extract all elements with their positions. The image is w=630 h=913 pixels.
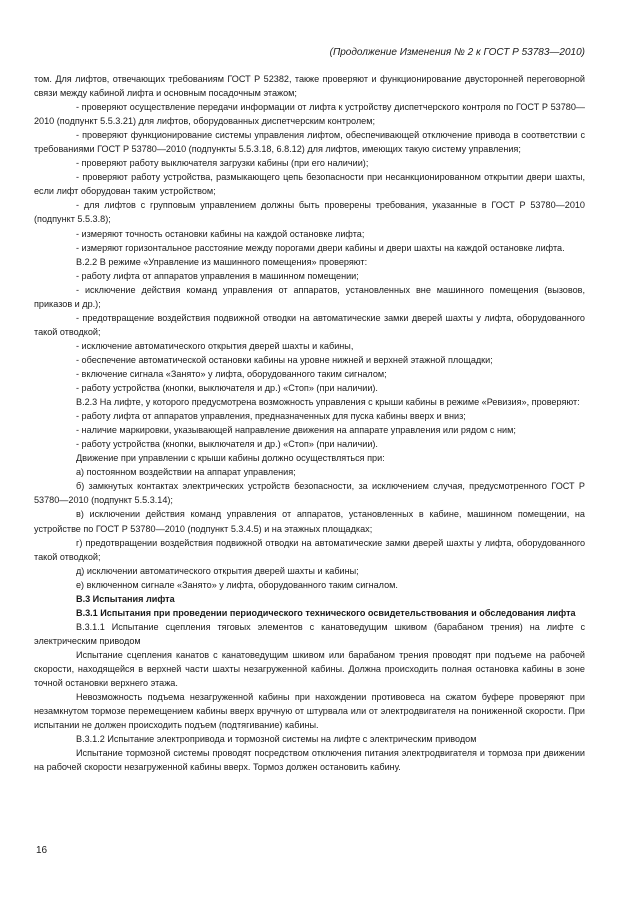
section-heading: В.3 Испытания лифта <box>76 593 175 604</box>
paragraph: б) замкнутых контактах электрических устройств безопасности, за исключением случая, предусмотренного ГОСТ Р 53780—2010 (подпункт 5.5.3.14); <box>34 481 585 506</box>
body-text <box>34 72 585 774</box>
paragraph: - проверяют функционирование системы управления лифтом, обеспечивающей отключение привода в соответствии с требованиями ГОСТ Р 53780—2010 (подпункты 5.5.3.18, 6.8.12) для лифтов, имеющих такую систему управления; <box>34 130 585 155</box>
paragraph: - наличие маркировки, указывающей направление движения на аппарате управления или рядом с ним; <box>76 425 516 436</box>
paragraph: В.2.2 В режиме «Управление из машинного помещения» проверяют: <box>76 256 368 267</box>
paragraph: - исключение действия команд управления от аппаратов, установленных вне машинного помещения (вызовов, приказов и др.); <box>34 284 585 309</box>
page-number: 16 <box>36 845 48 856</box>
paragraph: в) исключении действия команд управления от аппаратов, установленных в кабине, машинном помещении, на устройстве по ГОСТ Р 53780—2010 (подпункт 5.3.4.5) и на этажных площадках; <box>34 509 585 534</box>
paragraph: Невозможность подъема незагруженной кабины при нахождении противовеса на сжатом буфере проверяют при незамкнутом тормозе перемещением кабины вверх вручную от штурвала или от электродвигателя на пониженной скорости. При испытании не должен происходить подъем (подтягивание) кабины. <box>34 692 585 731</box>
paragraph: - работу устройства (кнопки, выключателя и др.) «Стоп» (при наличии). <box>76 383 378 394</box>
subsection-heading: В.3.1 Испытания при проведении периодического технического освидетельствования и обследования лифта <box>76 607 576 618</box>
page-header: (Продолжение Изменения № 2 к ГОСТ Р 53783—2010) <box>329 47 585 58</box>
paragraph: - включение сигнала «Занято» у лифта, оборудованного таким сигналом; <box>76 368 387 379</box>
paragraph: д) исключении автоматического открытия дверей шахты и кабины; <box>76 565 359 576</box>
paragraph: - проверяют работу выключателя загрузки кабины (при его наличии); <box>76 158 369 169</box>
paragraph: - исключение автоматического открытия дверей шахты и кабины, <box>76 340 354 351</box>
paragraph: - обеспечение автоматической остановки кабины на уровне нижней и верхней этажной площадки; <box>76 354 493 365</box>
paragraph: - измеряют горизонтальное расстояние между порогами двери кабины и двери шахты на каждой остановке лифта. <box>76 242 565 253</box>
paragraph: - предотвращение воздействия подвижной отводки на автоматические замки дверей шахты у лифта, оборудованного такой отводкой; <box>34 312 585 337</box>
paragraph: - работу лифта от аппаратов управления в машинном помещении; <box>76 270 359 281</box>
paragraph: - измеряют точность остановки кабины на каждой остановке лифта; <box>76 228 365 239</box>
paragraph: Движение при управлении с крыши кабины должно осуществляться при: <box>76 453 385 464</box>
paragraph: В.2.3 На лифте, у которого предусмотрена возможность управления с крыши кабины в режиме «Ревизия», проверяют: <box>76 397 580 408</box>
paragraph: - для лифтов с групповым управлением должны быть проверены требования, указанные в ГОСТ Р 53780—2010 (подпункт 5.5.3.8); <box>34 200 585 225</box>
paragraph: В.3.1.2 Испытание электропривода и тормозной системы на лифте с электрическим приводом <box>76 734 477 745</box>
paragraph: е) включенном сигнале «Занято» у лифта, оборудованного таким сигналом. <box>76 579 398 590</box>
paragraph: - проверяют осуществление передачи информации от лифта к устройству диспетчерского контроля по ГОСТ Р 53780—2010 (подпункт 5.5.3.21) для лифтов, оборудованных диспетчерским контролем; <box>34 102 585 127</box>
paragraph: а) постоянном воздействии на аппарат управления; <box>76 467 296 478</box>
paragraph: том. Для лифтов, отвечающих требованиям ГОСТ Р 52382, также проверяют и функционирование двусторонней переговорной связи между кабиной лифта и основным посадочным этажом; <box>34 74 585 99</box>
paragraph: Испытание сцепления канатов с канатоведущим шкивом или барабаном трения проводят при подъеме на рабочей скорости, находящейся в верхней части шахты незагруженной кабины. Должна происходить полная остановка кабины в зоне точной остановки верхнего этажа. <box>34 649 585 689</box>
paragraph: В.3.1.1 Испытание сцепления тяговых элементов с канатоведущим шкивом (барабаном трения) на лифте с электрическим приводом <box>34 621 585 646</box>
paragraph: - работу лифта от аппаратов управления, предназначенных для пуска кабины вверх и вниз; <box>76 411 466 422</box>
paragraph: - работу устройства (кнопки, выключателя и др.) «Стоп» (при наличии). <box>76 439 378 450</box>
paragraph: - проверяют работу устройства, размыкающего цепь безопасности при несанкционированном открытии двери шахты, если лифт оборудован таким устройством; <box>34 172 585 197</box>
paragraph: г) предотвращении воздействия подвижной отводки на автоматические замки дверей шахты у лифта, оборудованного такой отводкой; <box>34 537 585 562</box>
paragraph: Испытание тормозной системы проводят посредством отключения питания электродвигателя и тормоза при движении на рабочей скорости незагруженной кабины вверх. Тормоз должен остановить кабину. <box>34 748 585 773</box>
